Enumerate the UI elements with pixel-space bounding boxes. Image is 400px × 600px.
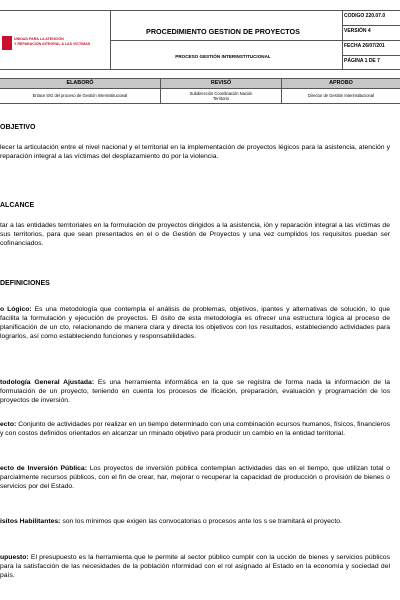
- approval-bottom-border: [0, 103, 400, 104]
- definition-text: Es una herramienta informática en la que se registra de forma nada la información de la formulación de un proyecto, teniendo en cuenta los procesos de ificación, preparación, evaluación y programación de los proyectos de inversión.: [0, 379, 391, 404]
- elaboro-header: ELABORÓ: [0, 79, 160, 88]
- process-subtitle: PROCESO GESTIÓN INTERINSTITUCIONAL: [175, 54, 271, 59]
- definition-text: Los proyectos de inversión pública contemplan actividades das en el tiempo, que utilizan total o parcialmente recursos públicos, con el fin de crear, har, mejorar o recuperar la capacidad de producción o provisión de bienes o servicios por del Estado.: [0, 465, 390, 490]
- definition-item: [0, 305, 390, 341]
- definition-text: El presupuesto es la herramienta que le permite al sector público cumplir con la ucción de bienes y servicios públicos para la satisfacción de las necesidades de la población nformidad con el rol asignado al Estado en la economía y sociedad del país.: [0, 554, 390, 579]
- definition-term: ecto de Inversión Pública:: [0, 465, 87, 472]
- document-header: [0, 10, 400, 68]
- document-version: VERSIÓN 4: [344, 28, 371, 34]
- document-page: PÁGINA 1 DE 7: [344, 58, 380, 64]
- approval-col-divider-2: [281, 78, 282, 104]
- alcance-heading: ALCANCE: [0, 202, 35, 209]
- approval-header-divider: [0, 88, 400, 89]
- definiciones-heading: DEFINICIONES: [0, 280, 50, 287]
- definition-text: son los mínimos que exigen las convocatorias o procesos ante los s se tramitará el proyecto.: [60, 518, 342, 525]
- meta-divider-1: [342, 25, 400, 26]
- definition-term: todología General Ajustada:: [0, 379, 95, 386]
- logo-mark-icon: [2, 36, 12, 50]
- meta-divider-3: [342, 55, 400, 56]
- logo-line-1: UNIDAD PARA LA ATENCIÓN: [14, 37, 64, 41]
- alcance-paragraph: tar a las entidades territoriales en la formulación de proyectos dirigidos a la asistencia, ión y reparación integral a las víctimas de sus territorios, para que sean presentados en el o de Gestión de Proyectos y una vez cumplidos los requisitos puedan ser cofinanciados.: [0, 222, 390, 247]
- reviso-value: [161, 91, 281, 101]
- definition-item: [0, 378, 390, 405]
- reviso-header: REVISÓ: [161, 79, 281, 88]
- reviso-value-line-2: Territorio: [213, 96, 229, 101]
- definition-term: ecto:: [0, 421, 17, 428]
- header-bottom-border: [0, 69, 400, 70]
- definition-term: o Lógico:: [0, 306, 32, 313]
- meta-divider-2: [342, 40, 400, 41]
- definition-term: isitos Habilitantes:: [0, 518, 61, 525]
- definition-item: [0, 517, 390, 526]
- objetivo-heading: OBJETIVO: [0, 124, 36, 131]
- institution-logo: [0, 10, 110, 66]
- header-title-divider: [110, 40, 342, 41]
- logo-line-2: Y REPARACIÓN INTEGRAL A LAS VÍCTIMAS: [14, 41, 91, 46]
- definition-item: [0, 553, 390, 580]
- reviso-value-line-1: Subdirección Coordinación Nación: [189, 91, 253, 96]
- approval-col-divider-1: [160, 78, 161, 104]
- definition-text: Es una metodología que contempla el análisis de problemas, objetivos, ipantes y alternativas de solución, lo que facilita la formulación y ejecución de proyectos. El ósito de esta metodología es ofrecer una estructura lógica al proceso de planificación de un cto, relacionando de manera clara y directa los objetivos con los resultados, estableciendo actividades para lograrlos, así como estableciendo funciones y responsabilidades.: [0, 306, 390, 340]
- approval-top-border: [0, 78, 400, 79]
- objetivo-paragraph: lecer la articulación entre el nivel nacional y el territorial en la implementación de proyectos légicos para la asistencia, atención y reparación integral a las víctimas del desplazamiento do por la violencia.: [0, 144, 390, 160]
- definition-item: [0, 420, 390, 438]
- aprobo-header: APROBO: [282, 79, 400, 88]
- header-top-border: [0, 10, 400, 11]
- header-meta-divider: [342, 10, 343, 69]
- aprobo-value: Director de Gestión Interinstitucional: [308, 93, 374, 98]
- definition-item: [0, 464, 390, 491]
- definition-term: upuesto:: [0, 554, 29, 561]
- document-title: PROCEDIMIENTO GESTION DE PROYECTOS: [146, 27, 300, 36]
- header-logo-divider: [110, 10, 111, 69]
- definition-text: Conjunto de actividades por realizar en un tiempo determinado con una combinación ecursos humanos, físicos, financieros y con costos definidos orientados en alcanzar un rminado objetivo para producir un cambio en la entidad territorial.: [0, 421, 390, 437]
- document-code: CODIGO 220.07.0: [344, 13, 386, 19]
- elaboro-value: Enlace SIG del proceso de Gestión Interinstitucional: [32, 93, 128, 98]
- document-date: FECHA 26/07/201: [344, 43, 385, 49]
